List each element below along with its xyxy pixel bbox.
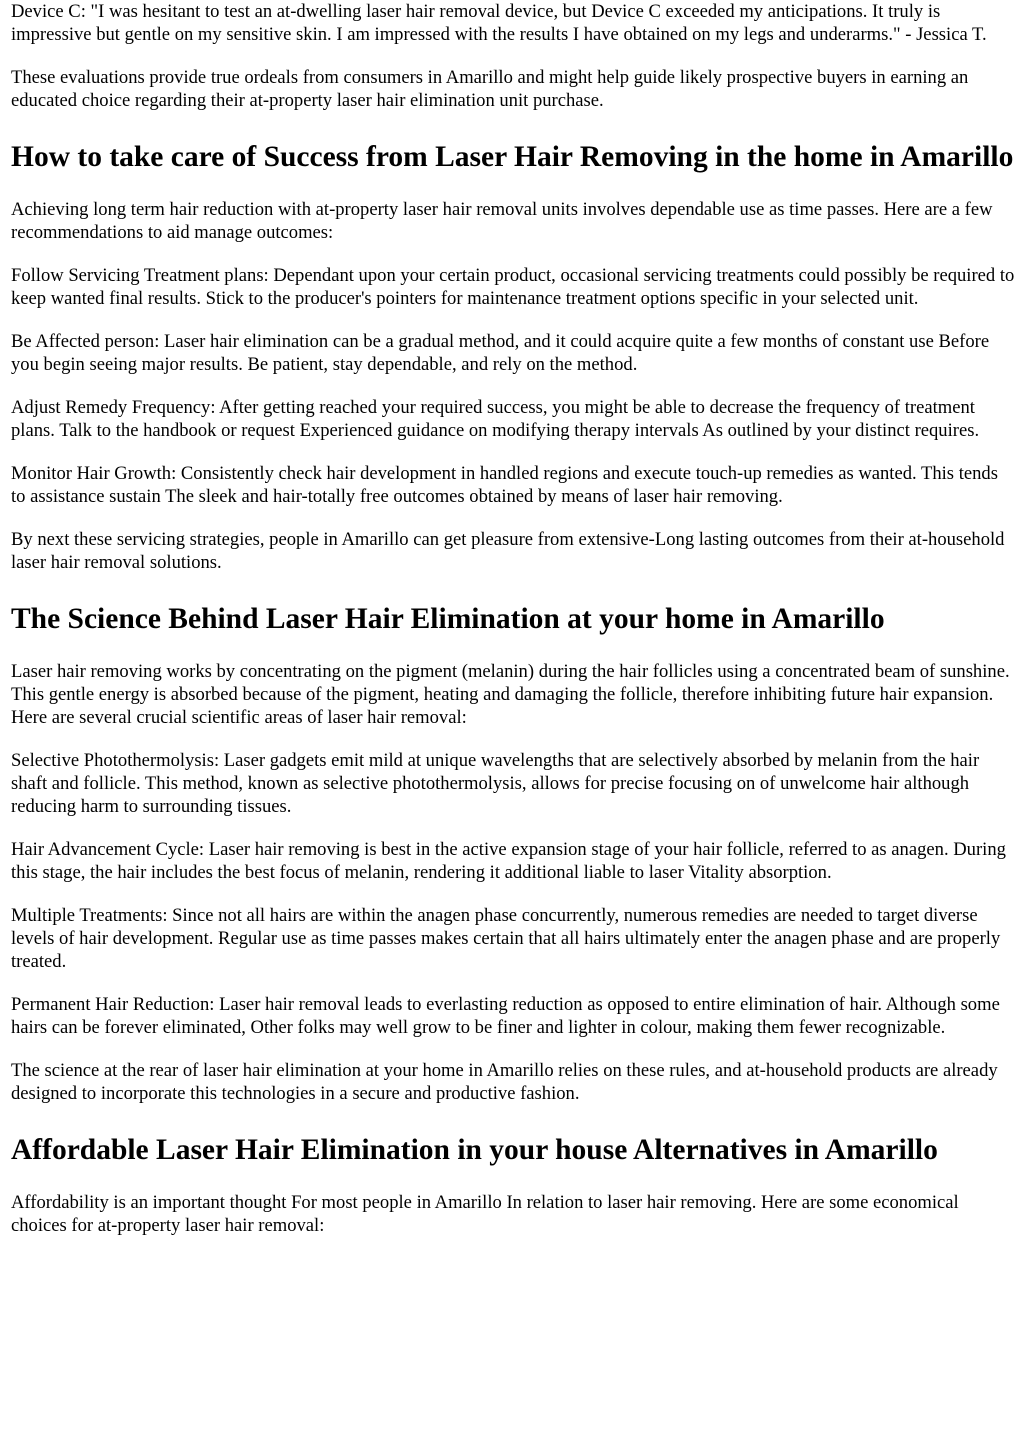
paragraph-be-patient: Be Affected person: Laser hair elimination can be a gradual method, and it could acquire quite a few months of constant use Before you begin seeing major results. Be patient, stay dependable, and rely on the method. — [11, 331, 990, 375]
paragraph-selective-photothermolysis: Selective Photothermolysis: Laser gadgets emit mild at unique wavelengths that are selectively absorbed by melanin from the hair shaft and follicle. This method, known as selective photothermolysis, allows for precise focusing on of unwelcome hair although reducing harm to surrounding tissues. — [11, 750, 980, 817]
paragraph-adjust-frequency: Adjust Remedy Frequency: After getting reached your required success, you might be able to decrease the frequency of treatment plans. Talk to the handbook or request Experienced guidance on modifying therapy intervals As outlined by your distinct requires. — [11, 397, 980, 441]
heading-maintain-success: How to take care of Success from Laser Hair Removing in the home in Amarillo — [11, 141, 1014, 173]
paragraph-evaluations-summary: These evaluations provide true ordeals from consumers in Amarillo and might help guide likely prospective buyers in earning an educated choice regarding their at-property laser hair elimination unit purchase. — [11, 67, 969, 111]
heading-science-behind: The Science Behind Laser Hair Elimination at your home in Amarillo — [11, 603, 885, 635]
paragraph-servicing-strategies: By next these servicing strategies, people in Amarillo can get pleasure from extensive-Long lasting outcomes from their at-household laser hair removal solutions. — [11, 529, 1005, 573]
paragraph-science-summary: The science at the rear of laser hair elimination at your home in Amarillo relies on these rules, and at-household products are already designed to incorporate this technologies in a secure and productive fashion. — [11, 1060, 998, 1104]
heading-affordable-options: Affordable Laser Hair Elimination in your house Alternatives in Amarillo — [11, 1134, 938, 1166]
paragraph-long-term-reduction: Achieving long term hair reduction with at-property laser hair removal units involves dependable use as time passes. Here are a few recommendations to aid manage outcomes: — [11, 199, 993, 243]
paragraph-how-laser-works: Laser hair removing works by concentrating on the pigment (melanin) during the hair follicles using a concentrated beam of sunshine. This gentle energy is absorbed because of the pigment, heating and damaging the follicle, therefore inhibiting future hair expansion. Here are several crucial scientific areas of laser hair removal: — [11, 661, 1010, 728]
paragraph-affordability: Affordability is an important thought For most people in Amarillo In relation to laser hair removing. Here are some economical choices for at-property laser hair removal: — [11, 1192, 959, 1236]
paragraph-testimonial-device-c: Device C: "I was hesitant to test an at-dwelling laser hair removal device, but Device C exceeded my anticipations. It truly is impressive but gentle on my sensitive skin. I am impressed with the results I have obtained on my legs and underarms." - Jessica T. — [11, 1, 987, 45]
paragraph-servicing-treatments: Follow Servicing Treatment plans: Dependant upon your certain product, occasional servicing treatments could possibly be required to keep wanted final results. Stick to the producer's pointers for maintenance treatment options specific in your selected unit. — [11, 265, 1015, 309]
paragraph-hair-cycle: Hair Advancement Cycle: Laser hair removing is best in the active expansion stage of your hair follicle, referred to as anagen. During this stage, the hair includes the best focus of melanin, rendering it additional liable to laser Vitality absorption. — [11, 839, 1006, 883]
paragraph-multiple-treatments: Multiple Treatments: Since not all hairs are within the anagen phase concurrently, numerous remedies are needed to target diverse levels of hair development. Regular use as time passes makes certain that all hairs ultimately enter the anagen phase and are properly treated. — [11, 905, 1001, 972]
paragraph-permanent-reduction: Permanent Hair Reduction: Laser hair removal leads to everlasting reduction as opposed to entire elimination of hair. Although some hairs can be forever eliminated, Other folks may well grow to be finer and lighter in colour, making them fewer recognizable. — [11, 994, 1000, 1038]
paragraph-monitor-growth: Monitor Hair Growth: Consistently check hair development in handled regions and execute touch-up remedies as wanted. This tends to assistance sustain The sleek and hair-totally free outcomes obtained by means of laser hair removing. — [11, 463, 998, 507]
